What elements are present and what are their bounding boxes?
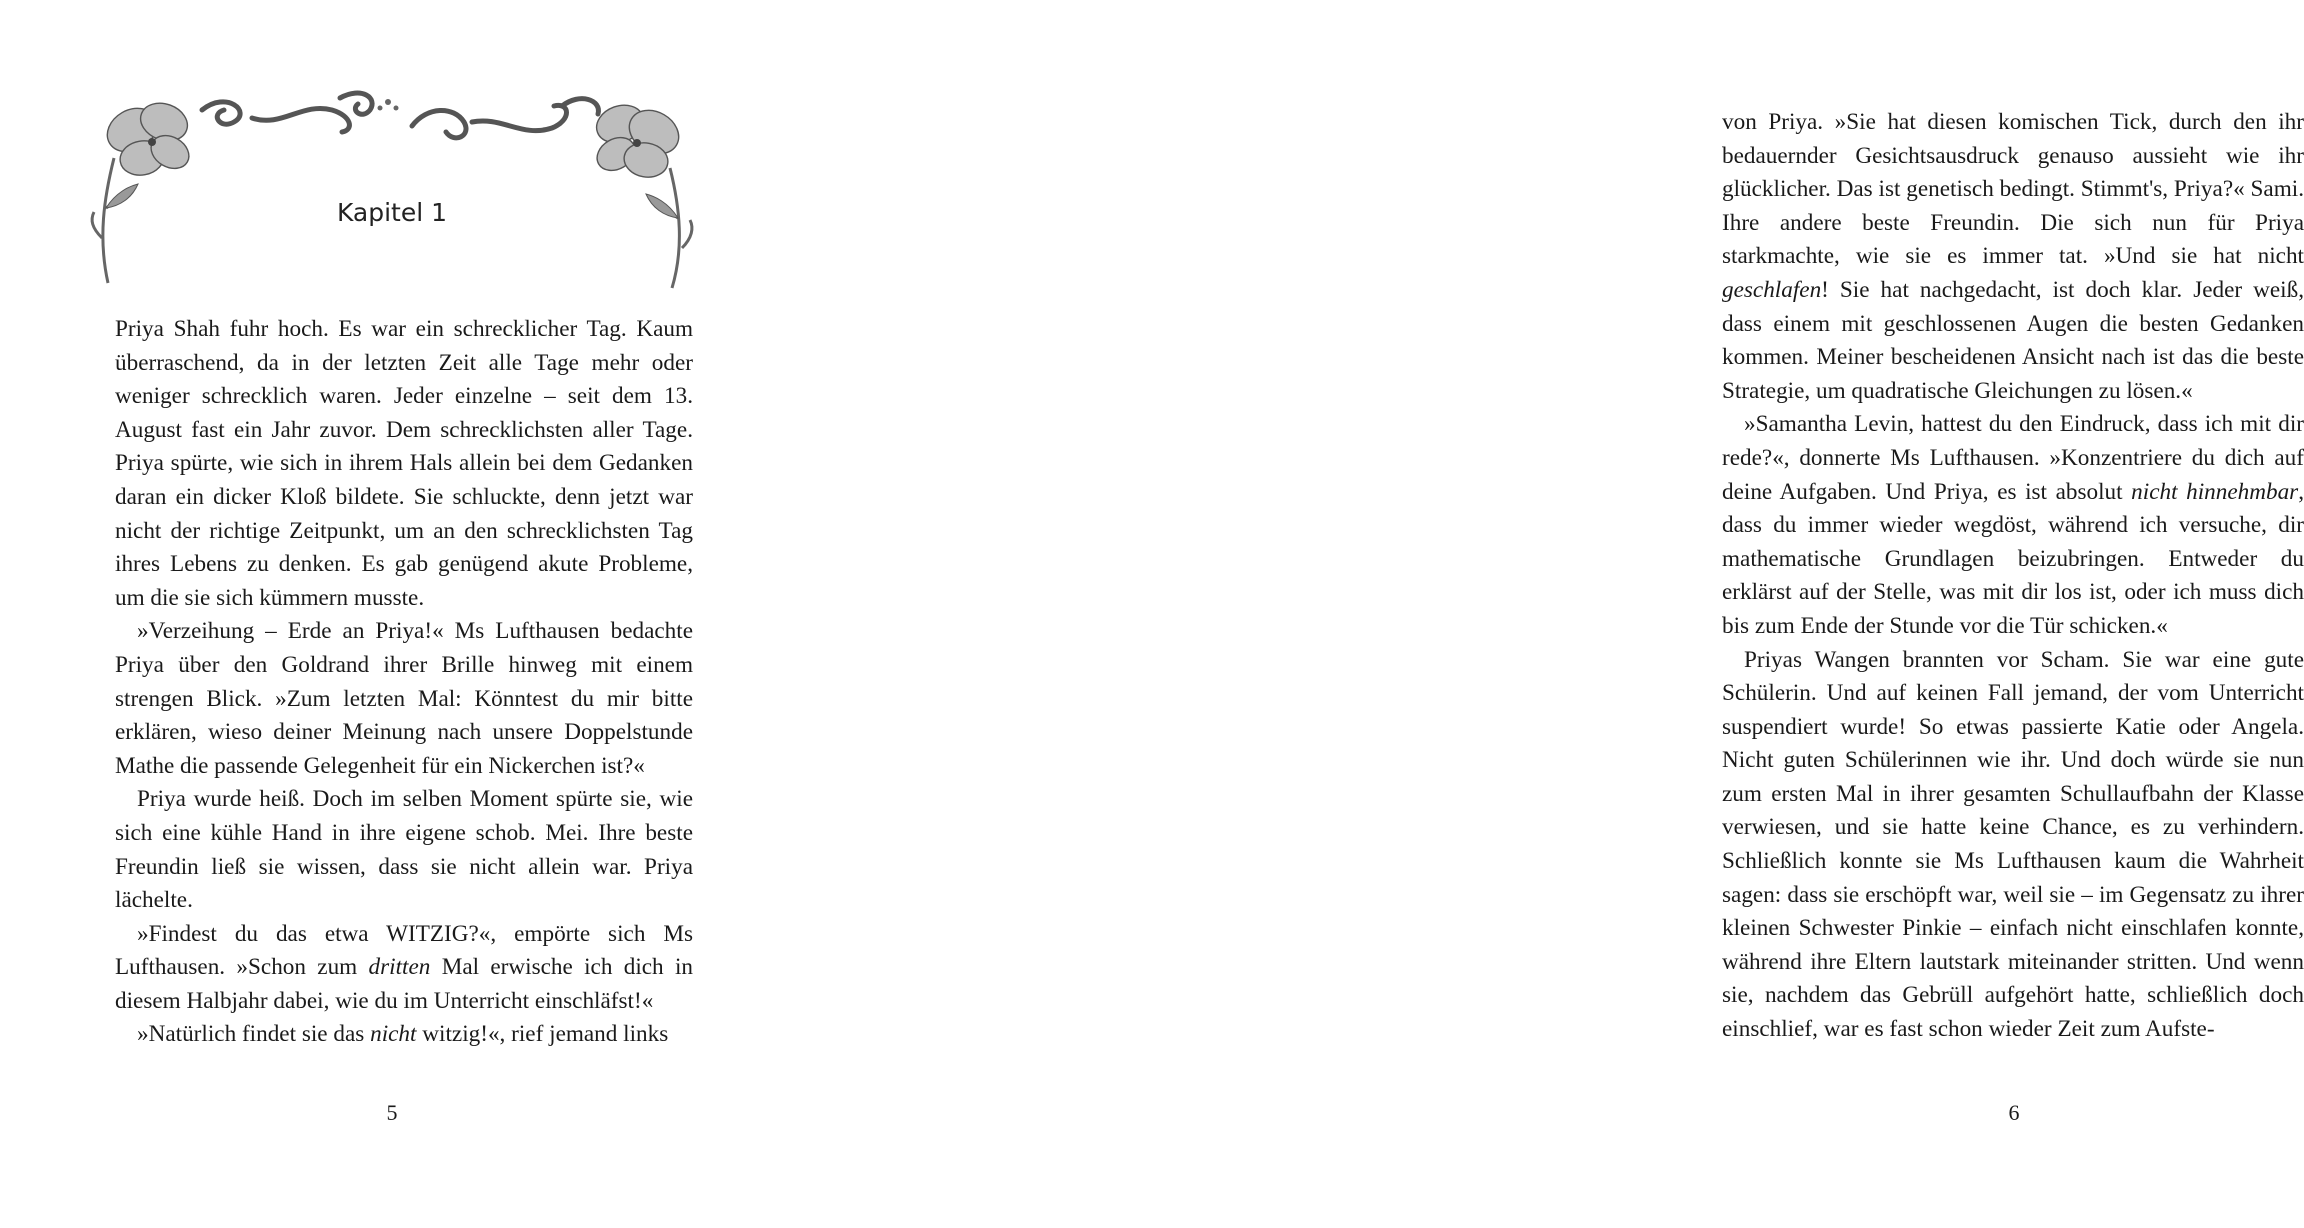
right-page [800, 0, 2304, 1228]
paragraph: »Findest du das etwa WITZIG?«, empörte sich Ms Lufthausen. »Schon zum dritten Mal erwische ich dich in diesem Halbjahr dabei, wie du im Unterricht einschläfst!« [115, 920, 694, 1014]
right-page-body [1722, 106, 2304, 1047]
paragraph: »Verzeihung – Erde an Priya!« Ms Lufthausen bedachte Priya über den Goldrand ihrer Brille hinweg mit einem strengen Blick. »Zum letzten Mal: Könntest du mir bitte erklären, wieso deiner Meinung nach unsere Doppelstunde Mathe die passende Gelegenheit für ein Nickerchen ist?« [115, 618, 693, 779]
paragraph: Priyas Wangen brannten vor Scham. Sie war eine gute Schülerin. Und auf keinen Fall jemand, der vom Unterricht suspendiert wurde! So etwas passierte Katie oder Angela. Nicht guten Schülerinnen wie ihr. Und doch würde sie nun zum ersten Mal in ihrer gesamten Schullaufbahn der Klasse verwiesen, und sie hatte keine Chance, es zu verhindern. Schließlich konnte sie Ms Lufthausen kaum die Wahrheit sagen: dass sie erschöpft war, weil sie – im Gegensatz zu ihrer kleinen Schwester Pinkie – einfach nicht einschlafen konnte, während ihre Eltern lautstark miteinander stritten. Und wenn sie, nachdem das Gebrüll aufgehört hatte, schließlich doch einschlief, war es fast schon wieder Zeit zum Aufste- [1722, 646, 2304, 1043]
page-number-left: 5 [386, 1100, 398, 1125]
paragraph: »Samantha Levin, hattest du den Eindruck, dass ich mit dir rede?«, donnerte Ms Lufthausen. »Konzentriere du dich auf deine Aufgaben. Und Priya, es ist absolut nicht hinnehmbar, dass du immer wieder wegdöst, während ich versuche, dir mathematische Grundlagen beizubringen. Entweder du erklärst auf der Stelle, was mit dir los ist, oder ich muss dich bis zum Ende der Stunde vor die Tür schicken.« [1722, 411, 2304, 639]
page-number-right: 6 [2008, 1100, 2020, 1125]
chapter-title: Kapitel 1 [336, 198, 448, 227]
paragraph: Priya Shah fuhr hoch. Es war ein schrecklicher Tag. Kaum überraschend, da in der letzten Zeit alle Tage mehr oder weniger schrecklich waren. Jeder einzelne – seit dem 13. August fast ein Jahr zuvor. Dem schrecklichsten aller Tage. Priya spürte, wie sich in ihrem Hals allein bei dem Gedanken daran ein dicker Kloß bildete. Sie schluckte, denn jetzt war nicht der richtige Zeitpunkt, um an den schrecklichsten Tag ihres Lebens zu denken. Es gab genügend akute Probleme, um die sie sich kümmern musste. [115, 316, 693, 611]
paragraph: von Priya. »Sie hat diesen komischen Tick, durch den ihr bedauernder Gesichtsausdruck genauso aussieht wie ihr glücklicher. Das ist genetisch bedingt. Stimmt's, Priya?« Sami. Ihre andere beste Freundin. Die sich nun für Priya starkmachte, wie sie es immer tat. »Und sie hat nicht geschlafen! Sie hat nachgedacht, ist doch klar. Jeder weiß, dass einem mit geschlossenen Augen die besten Gedanken kommen. Meiner bescheidenen Ansicht nach ist das die beste Strategie, um quadratische Gleichungen zu lösen.« [1722, 109, 2304, 404]
left-page-body [115, 313, 693, 1052]
floral-ornament [92, 88, 692, 298]
left-page [0, 0, 800, 1228]
paragraph: Priya wurde heiß. Doch im selben Moment spürte sie, wie sich eine kühle Hand in ihre eigene schob. Mei. Ihre beste Freundin ließ sie wissen, dass sie nicht allein war. Priya lächelte. [115, 786, 693, 914]
paragraph: »Natürlich findet sie das nicht witzig!«, rief jemand links [137, 1021, 669, 1048]
